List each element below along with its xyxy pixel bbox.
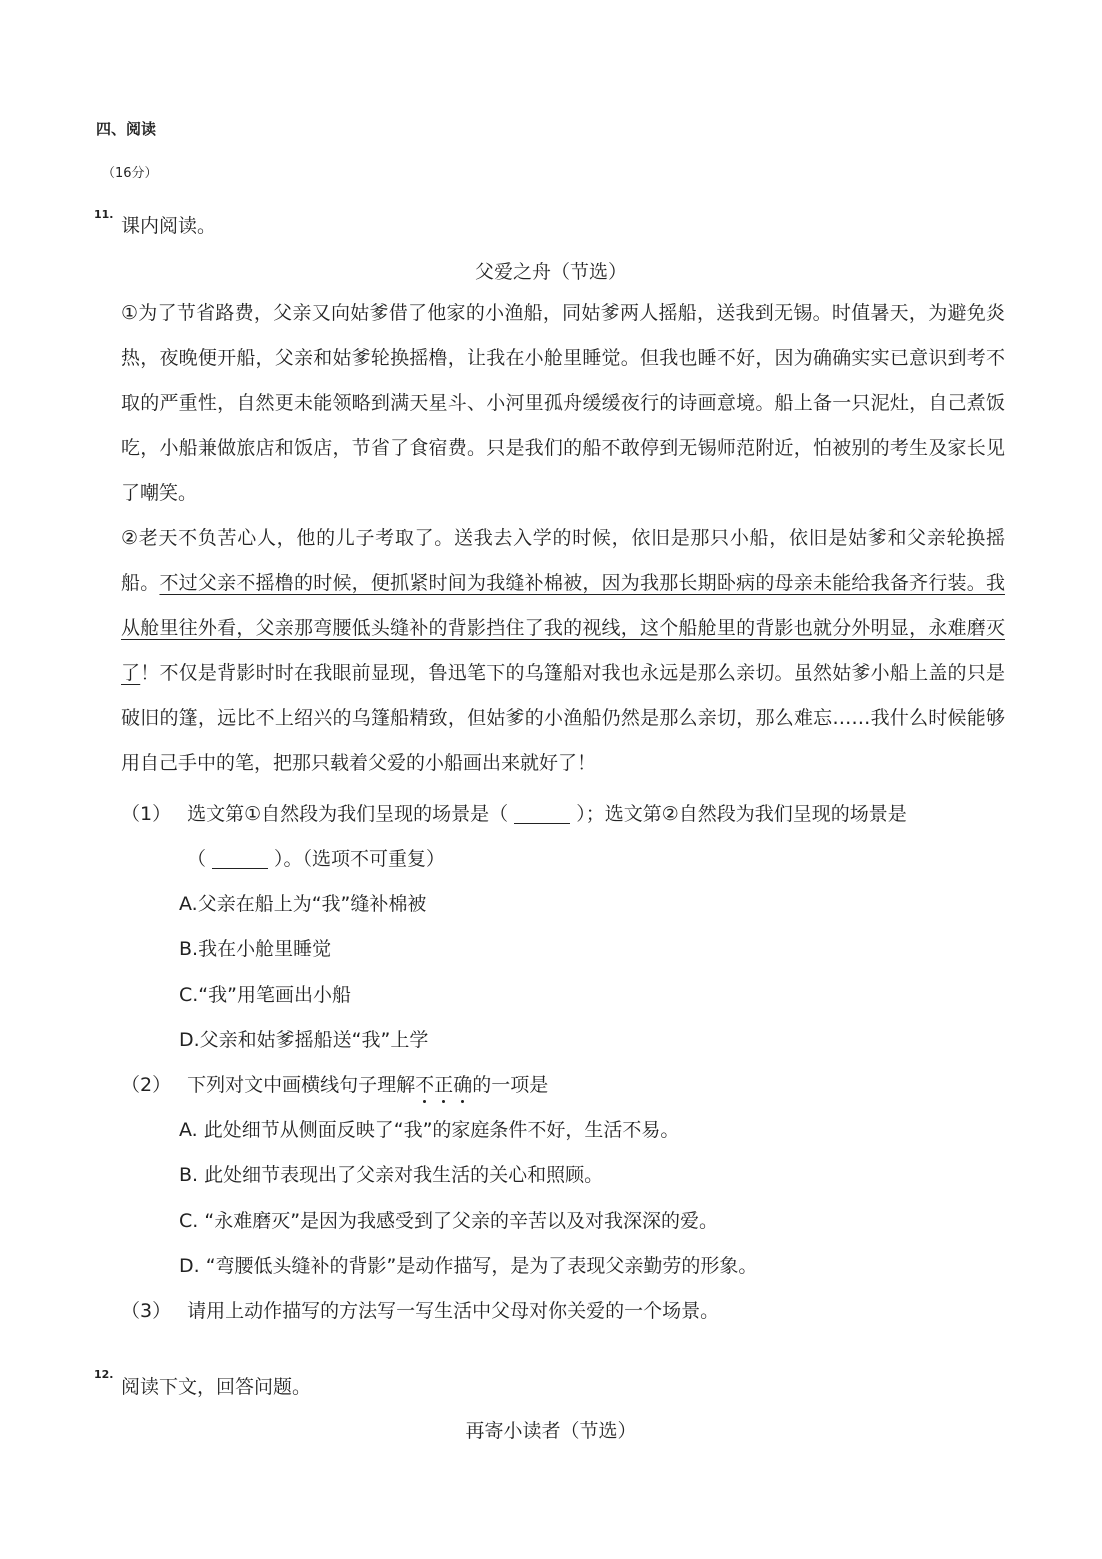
subquestion-text-b: ）；选文第②自然段为我们呈现的场景是 xyxy=(576,803,907,825)
emphasis-char: 正 xyxy=(434,1074,454,1096)
subquestion-2 xyxy=(121,1070,548,1097)
section-score: （16分） xyxy=(102,166,158,181)
passage-title: 再寄小读者（节选） xyxy=(465,1420,637,1442)
passage-paragraph-2 xyxy=(121,516,1005,786)
subquestion-3 xyxy=(121,1296,719,1323)
subquestion-text-a: 选文第①自然段为我们呈现的场景是（ xyxy=(187,803,509,825)
question-number: 11. xyxy=(94,208,114,221)
subquestion-1-line-2 xyxy=(187,844,445,871)
subquestion-text: 请用上动作描写的方法写一写生活中父母对你关爱的一个场景。 xyxy=(187,1300,720,1322)
question-number: 12. xyxy=(94,1368,114,1381)
emphasis-char: 确 xyxy=(453,1074,473,1096)
subquestion-number: （1） xyxy=(121,803,172,825)
option-b: B.我在小舱里睡觉 xyxy=(179,938,332,960)
option-c: C.“我”用笔画出小船 xyxy=(179,984,351,1006)
subquestion-number: （2） xyxy=(121,1074,172,1096)
answer-blank-1[interactable] xyxy=(514,803,570,824)
subquestion-text-a: 下列对文中画横线句子理解 xyxy=(187,1074,416,1096)
option-d: D. “弯腰低头缝补的背影”是动作描写，是为了表现父亲勤劳的形象。 xyxy=(179,1255,758,1277)
passage-paragraph-1: ①为了节省路费，父亲又向姑爹借了他家的小渔船，同姑爹两人摇船，送我到无锡。时值暑天，为避免炎热，夜晚便开船，父亲和姑爹轮换摇橹，让我在小舱里睡觉。但我也睡不好，因为确确实实已意识到考不取的严重性，自然更未能领略到满天星斗、小河里孤舟缓缓夜行的诗画意境。船上备一只泥灶，自己煮饭吃，小船兼做旅店和饭店，节省了食宿费。只是我们的船不敢停到无锡师范附近，怕被别的考生及家长见了嘲笑。 xyxy=(121,302,1005,504)
option-d: D.父亲和姑爹摇船送“我”上学 xyxy=(179,1029,429,1051)
paren-open: （ xyxy=(187,848,207,870)
question-prompt: 阅读下文，回答问题。 xyxy=(121,1376,312,1398)
option-a: A. 此处细节从侧面反映了“我”的家庭条件不好，生活不易。 xyxy=(179,1119,680,1141)
underlined-sentence: 不过父亲不摇橹的时候，便抓紧时间为我缝补棉被，因为我那长期卧病的母亲未能给我备齐行装。我从舱里往外看，父亲那弯腰低头缝补的背影挡住了我的视线，这个船舱里的背影也就分外明显，永难磨灭了 xyxy=(121,572,1005,684)
subquestion-text-b: 的一项是 xyxy=(472,1074,549,1096)
answer-blank-2[interactable] xyxy=(212,848,268,869)
passage-title: 父爱之舟（节选） xyxy=(474,261,627,283)
option-a: A.父亲在船上为“我”缝补棉被 xyxy=(179,893,427,915)
section-title: 四、阅读 xyxy=(96,120,157,138)
option-b: B. 此处细节表现出了父亲对我生活的关心和照顾。 xyxy=(179,1164,604,1186)
subquestion-number: （3） xyxy=(121,1300,172,1322)
question-prompt: 课内阅读。 xyxy=(121,215,217,237)
paragraph-2-rest: ！不仅是背影时时在我眼前显现，鲁迅笔下的乌篷船对我也永远是那么亲切。虽然姑爹小船上盖的只是破旧的篷，远比不上绍兴的乌篷船精致，但姑爹的小渔船仍然是那么亲切，那么难忘……我什么时候能够用自己手中的笔，把那只载着父爱的小船画出来就好了！ xyxy=(121,662,1005,774)
emphasis-char: 不 xyxy=(415,1074,435,1096)
option-note: ）。（选项不可重复） xyxy=(274,848,446,870)
option-c: C. “永难磨灭”是因为我感受到了父亲的辛苦以及对我深深的爱。 xyxy=(179,1210,719,1232)
paragraph-2-intro: ②老天不负苦心人，他的儿子考取了。送我去入学的时候，依旧是那只小船，依旧是姑爹和父亲轮换摇船。 xyxy=(121,527,1005,594)
subquestion-1 xyxy=(121,799,907,826)
